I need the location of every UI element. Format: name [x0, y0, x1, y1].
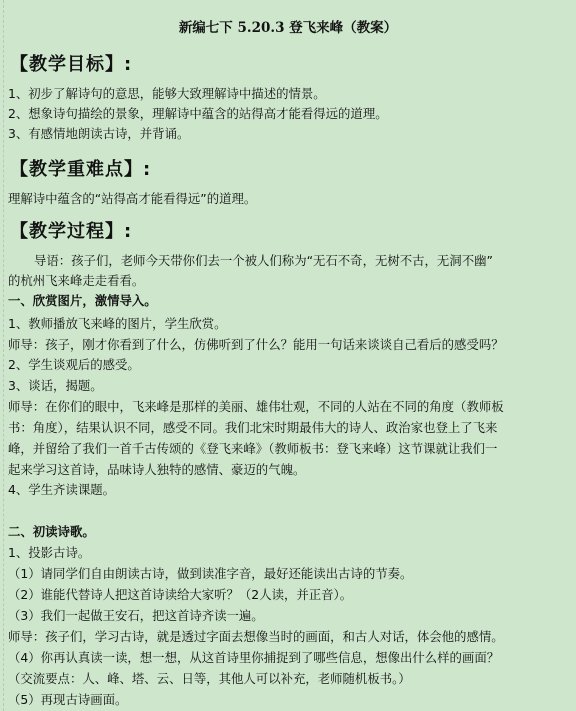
- process-line: 师导：在你们的眼中，飞来峰是那样的美丽、雄伟壮观，不同的人站在不同的角度（教师板: [8, 399, 504, 414]
- key-point-item-1: 理解诗中蕴含的“站得高才能看得远”的道理。: [8, 191, 257, 206]
- process-line: 起来学习这首诗，品味诗人独特的感情、豪迈的气魄。: [8, 462, 306, 477]
- process-line: 的杭州飞来峰走走看看。: [8, 273, 145, 288]
- process-line: 4、学生齐读课题。: [8, 482, 116, 497]
- goal-item-2: 2、想象诗句描绘的景象，理解诗中蕴含的站得高才能看得远的道理。: [8, 106, 388, 121]
- process-line: （4）你再认真读一读，想一想，从这首诗里你捕捉到了哪些信息，想像出什么样的画面？: [8, 650, 500, 665]
- process-line: 1、投影古诗。: [8, 545, 91, 560]
- process-line: 峰，并留给了我们一首千古传颂的《登飞来峰》（教师板书：登飞来峰）这节课就让我们一: [8, 441, 498, 456]
- process-line: （交流要点：人、峰、塔、云、日等，其他人可以补充，老师随机板书。）: [8, 671, 411, 686]
- process-line: 师导：孩子，刚才你看到了什么，仿佛听到了什么？能用一句话来谈谈自己看后的感受吗？: [8, 337, 504, 352]
- process-line: 2、学生谈观后的感受。: [8, 357, 140, 372]
- process-line: 导语：孩子们，老师今天带你们去一个被人们称为“无石不奇，无树不古，无洞不幽”: [34, 253, 493, 268]
- process-line: 师导：孩子们，学习古诗，就是透过字面去想像当时的画面，和古人对话，体会他的感情。: [8, 629, 504, 644]
- document-title: 新编七下 5.20.3 登飞来峰（教案）: [178, 20, 398, 36]
- process-line: 3、谈话，揭题。: [8, 378, 103, 393]
- heading-teaching-goals: 【教学目标】:: [10, 54, 133, 75]
- process-line: 1、教师播放飞来峰的图片，学生欣赏。: [8, 316, 227, 331]
- process-line: （5）再现古诗画面。: [8, 692, 128, 707]
- process-line: （2）谁能代替诗人把这首诗读给大家听？（2人读，并正音）。: [8, 587, 353, 602]
- heading-teaching-process: 【教学过程】:: [10, 221, 133, 242]
- process-section-heading: 一、欣赏图片，激情导入。: [8, 293, 157, 308]
- process-line: （3）我们一起做王安石，把这首诗齐读一遍。: [8, 608, 264, 623]
- goal-item-1: 1、初步了解诗句的意思，能够大致理解诗中描述的情景。: [8, 86, 326, 101]
- heading-key-points: 【教学重难点】:: [10, 159, 152, 180]
- goal-item-3: 3、有感情地朗读古诗，并背诵。: [8, 126, 190, 141]
- process-section-heading: 二、初读诗歌。: [8, 524, 95, 539]
- process-line: （1）请同学们自由朗读古诗，做到读准字音，最好还能读出古诗的节奏。: [8, 566, 413, 581]
- page-margin-guide: [3, 0, 4, 711]
- process-line: 书：角度），结果认识不同，感受不同。我们北宋时期最伟大的诗人、政治家也登上了飞来: [8, 420, 498, 435]
